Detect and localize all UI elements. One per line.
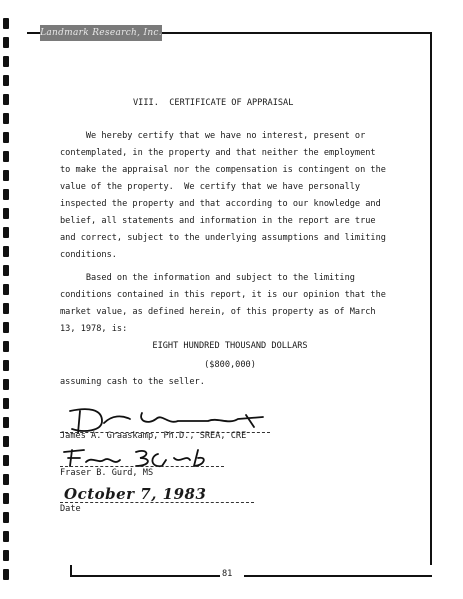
binding-hole	[3, 208, 9, 219]
paragraph1-line: belief, all statements and information in the report are true	[60, 216, 376, 226]
binding-holes	[3, 18, 9, 598]
value-in-figures: ($800,000)	[204, 360, 256, 370]
binding-hole	[3, 94, 9, 105]
binding-hole	[3, 341, 9, 352]
binding-hole	[3, 132, 9, 143]
binding-hole	[3, 303, 9, 314]
paragraph1-line: We hereby certify that we have no interest, present or	[60, 131, 366, 141]
binding-hole	[3, 113, 9, 124]
frame-right-rule	[430, 32, 432, 565]
signer2-name: Fraser B. Gurd, MS	[60, 468, 154, 478]
binding-hole	[3, 360, 9, 371]
binding-hole	[3, 455, 9, 466]
paragraph1-line: contemplated, in the property and that neither the employment	[60, 148, 376, 158]
binding-hole	[3, 75, 9, 86]
binding-hole	[3, 398, 9, 409]
paragraph2-line: Based on the information and subject to the limiting	[60, 273, 355, 283]
signature-line	[60, 466, 224, 467]
binding-hole	[3, 284, 9, 295]
paragraph1-line: inspected the property and that according to our knowledge and	[60, 199, 381, 209]
frame-bottom-rule-left	[70, 575, 220, 577]
date-label: Date	[60, 504, 81, 514]
page-number: 81	[222, 569, 233, 579]
paragraph2-line: conditions contained in this report, it is our opinion that the	[60, 290, 386, 300]
date-line	[60, 502, 254, 503]
frame-bottom-rule-right	[244, 575, 432, 577]
paragraph1-line: conditions.	[60, 250, 117, 260]
binding-hole	[3, 151, 9, 162]
paragraph2-line: market value, as defined herein, of this property as of March	[60, 307, 376, 317]
paragraph1-line: and correct, subject to the underlying assumptions and limiting	[60, 233, 386, 243]
binding-hole	[3, 417, 9, 428]
binding-hole	[3, 512, 9, 523]
binding-hole	[3, 531, 9, 542]
binding-hole	[3, 227, 9, 238]
binding-hole	[3, 550, 9, 561]
letterhead-logo: Landmark Research, Inc.	[40, 25, 162, 41]
value-in-words: EIGHT HUNDRED THOUSAND DOLLARS	[152, 341, 308, 351]
signer1-name: James A. Graaskamp, Ph.D., SREA, CRE	[60, 431, 247, 441]
binding-hole	[3, 379, 9, 390]
paragraph1-line: value of the property. We certify that we have personally	[60, 182, 361, 192]
binding-hole	[3, 189, 9, 200]
binding-hole	[3, 18, 9, 29]
binding-hole	[3, 474, 9, 485]
certificate-heading: VIII. CERTIFICATE OF APPRAISAL	[133, 98, 294, 108]
binding-hole	[3, 493, 9, 504]
paragraph2-line: 13, 1978, is:	[60, 324, 128, 334]
binding-hole	[3, 265, 9, 276]
binding-hole	[3, 436, 9, 447]
handwritten-date: October 7, 1983	[64, 485, 207, 503]
terms-line: assuming cash to the seller.	[60, 377, 205, 387]
paragraph1-line: to make the appraisal nor the compensation is contingent on the	[60, 165, 386, 175]
binding-hole	[3, 56, 9, 67]
binding-hole	[3, 246, 9, 257]
binding-hole	[3, 569, 9, 580]
binding-hole	[3, 37, 9, 48]
binding-hole	[3, 170, 9, 181]
binding-hole	[3, 322, 9, 333]
